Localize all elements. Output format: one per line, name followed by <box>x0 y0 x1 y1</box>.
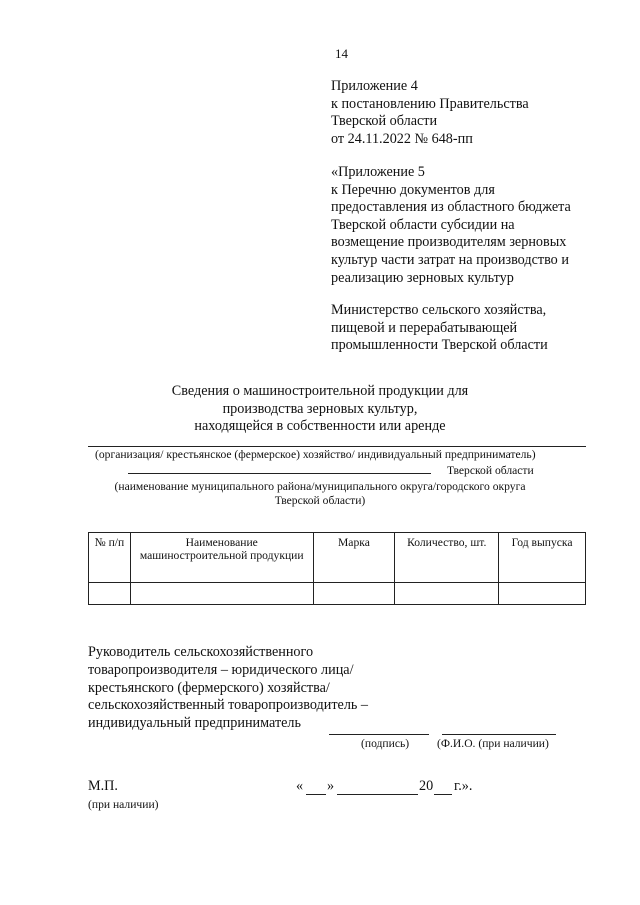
municipality-caption-line: Тверской области) <box>274 494 366 508</box>
date-suffix: г.». <box>454 778 473 794</box>
date-month-line[interactable] <box>337 794 418 795</box>
municipality-caption-line: (наименование муниципального района/муниципального округа/городского округа <box>114 480 526 493</box>
appendix-4-header <box>331 78 529 148</box>
table-cell[interactable] <box>89 583 131 605</box>
date-day-line[interactable] <box>306 794 326 795</box>
ministry-line: Министерство сельского хозяйства, <box>331 302 547 318</box>
stamp-note: (при наличии) <box>88 798 159 811</box>
signature-line[interactable] <box>329 734 429 735</box>
region-suffix: Тверской области <box>447 464 534 477</box>
appendix-5-line: возмещение производителям зерновых <box>331 234 567 251</box>
signer-line: индивидуальный предприниматель <box>88 715 301 732</box>
ministry-line: пищевой и перерабатывающей <box>331 319 518 336</box>
ministry-line: промышленности Тверской области <box>331 337 548 354</box>
organization-caption: (организация/ крестьянское (фермерское) хозяйство/ индивидуальный предприниматель) <box>95 448 536 461</box>
municipality-fill-line[interactable] <box>128 473 431 474</box>
name-caption: (Ф.И.О. (при наличии) <box>437 737 549 750</box>
stamp-label: М.П. <box>88 778 118 794</box>
page-number: 14 <box>335 46 348 61</box>
table-cell[interactable] <box>130 583 313 605</box>
appendix-5-line: к Перечню документов для <box>331 181 495 198</box>
title-line: Сведения о машиностроительной продукции для <box>171 383 469 399</box>
date-open-quote: « <box>296 778 304 794</box>
appendix-5-header <box>331 164 571 287</box>
appendix-5-line: Тверской области субсидии на <box>331 216 515 233</box>
signer-line: крестьянского (фермерского) хозяйства/ <box>88 679 330 696</box>
header-number: № п/п <box>89 533 131 583</box>
signature-caption: (подпись) <box>361 737 410 750</box>
header-brand: Марка <box>313 533 395 583</box>
municipality-caption <box>0 480 640 508</box>
appendix-4-line: Приложение 4 <box>331 78 418 94</box>
appendix-5-line: реализацию зерновых культур <box>331 269 514 286</box>
machinery-table <box>88 532 586 605</box>
table-row <box>89 583 586 605</box>
header-product-name: Наименование машиностроительной продукции <box>130 533 313 583</box>
ministry-addressee <box>331 302 548 355</box>
date-year-prefix: 20 <box>419 778 434 794</box>
appendix-4-line: от 24.11.2022 № 648-пп <box>331 130 473 147</box>
appendix-4-line: Тверской области <box>331 113 438 130</box>
signer-line: сельскохозяйственный товаропроизводитель – <box>88 697 369 714</box>
table-header-row <box>89 533 586 583</box>
document-title <box>0 383 640 436</box>
table-cell[interactable] <box>499 583 586 605</box>
signer-line: товаропроизводителя – юридического лица/ <box>88 661 354 678</box>
appendix-5-line: предоставления из областного бюджета <box>331 199 571 216</box>
signer-line: Руководитель сельскохозяйственного <box>88 644 314 660</box>
table-cell[interactable] <box>395 583 499 605</box>
appendix-5-line: культур части затрат на производство и <box>331 251 569 268</box>
title-line: находящейся в собственности или аренде <box>194 418 446 435</box>
appendix-5-line: «Приложение 5 <box>331 164 425 180</box>
date-year-line[interactable] <box>434 794 452 795</box>
appendix-4-line: к постановлению Правительства <box>331 95 529 112</box>
header-year: Год выпуска <box>499 533 586 583</box>
signer-block <box>88 644 368 733</box>
table-cell[interactable] <box>313 583 395 605</box>
title-line: производства зерновых культур, <box>222 400 418 417</box>
date-close-quote: » <box>327 778 335 794</box>
organization-fill-line[interactable] <box>88 446 586 447</box>
name-line[interactable] <box>442 734 556 735</box>
header-quantity: Количество, шт. <box>395 533 499 583</box>
